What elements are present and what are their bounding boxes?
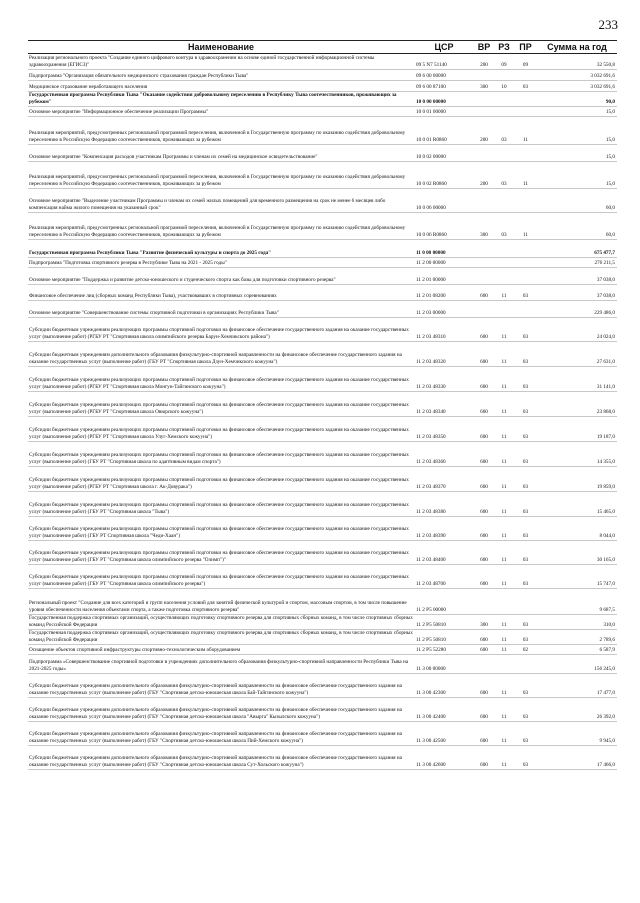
row-sum: 2 789,6 [537, 630, 617, 645]
row-rz: 11 [494, 698, 514, 722]
row-sum: 31 141,0 [537, 367, 617, 392]
row-vr: 600 [474, 645, 494, 655]
row-sum: 15,0 [537, 162, 617, 189]
header-vr: ВР [474, 41, 494, 54]
row-sum: 37 038,0 [537, 285, 617, 301]
row-vr: 600 [474, 342, 494, 367]
row-vr: 600 [474, 285, 494, 301]
row-pr: 03 [514, 342, 537, 367]
row-vr: 600 [474, 517, 494, 541]
row-vr: 600 [474, 417, 494, 442]
row-csr: 11 2 01 00000 [414, 268, 474, 285]
table-row [28, 655, 617, 674]
row-name: Подпрограмма "Подготовка спортивного резерва в Республике Тыва на 2021 - 2025 годы" [28, 258, 414, 268]
row-rz: 11 [494, 746, 514, 770]
row-vr: 200 [474, 54, 494, 70]
table-row [28, 467, 617, 492]
row-pr: 03 [514, 565, 537, 589]
row-csr: 10 0 01 00000 [414, 107, 474, 117]
row-vr [474, 240, 494, 258]
row-pr [514, 240, 537, 258]
row-name: Основное мероприятие "Информационное обеспечение реализации Программы" [28, 107, 414, 117]
row-vr: 600 [474, 674, 494, 698]
table-row [28, 589, 617, 615]
row-sum: 15 465,0 [537, 492, 617, 517]
row-vr: 600 [474, 392, 494, 417]
row-rz: 10 [494, 81, 514, 92]
row-csr: 10 0 06 R0860 [414, 213, 474, 240]
row-name: Субсидии бюджетным учреждениям реализующих программы спортивной подготовки на финансовое обеспечение государственного задания на оказание государственных услуг (выполнение работ) (РГБУ РТ "Спортивная школа Монгун-Тайгинского кожууна") [28, 367, 414, 392]
row-rz [494, 240, 514, 258]
row-vr: 300 [474, 615, 494, 630]
row-vr: 300 [474, 213, 494, 240]
row-sum: 19 187,0 [537, 417, 617, 442]
row-vr: 200 [474, 117, 494, 145]
row-vr [474, 189, 494, 213]
table-body [28, 54, 617, 770]
table-row [28, 81, 617, 92]
row-vr [474, 145, 494, 162]
row-name: Субсидии бюджетным учреждениям реализующих программы спортивной подготовки на финансовое обеспечение государственного задания на оказание государственных услуг (выполнение работ) (ГБУ РТ Спортивная школа "Чеди-Хаан") [28, 517, 414, 541]
table-row [28, 107, 617, 117]
row-sum: 23 868,0 [537, 392, 617, 417]
row-csr: 11 3 00 42500 [414, 722, 474, 746]
row-rz: 11 [494, 722, 514, 746]
row-pr: 11 [514, 117, 537, 145]
row-name: Субсидии бюджетным учреждениям дополнительного образования физкультурно-спортивной направленности на финансовое обеспечение государственного задания на оказание государственных услуг (выполнение работ) (ГБУ РТ "Спортивная школа Дзун-Хемчикского кожууна") [28, 342, 414, 367]
row-csr: 11 2 03 48390 [414, 517, 474, 541]
row-pr: 03 [514, 285, 537, 301]
row-sum: 26 392,0 [537, 698, 617, 722]
row-vr: 600 [474, 630, 494, 645]
row-csr: 09 5 N7 51140 [414, 54, 474, 70]
row-csr: 11 2 00 00000 [414, 258, 474, 268]
row-vr: 200 [474, 162, 494, 189]
table-row [28, 258, 617, 268]
row-sum: 19 859,0 [537, 467, 617, 492]
row-rz: 11 [494, 467, 514, 492]
row-vr: 600 [474, 318, 494, 342]
row-rz: 03 [494, 213, 514, 240]
row-rz [494, 301, 514, 318]
row-rz: 09 [494, 54, 514, 70]
row-name: Региональный проект "Создание для всех категорий и групп населения условий для занятий физической культурой и спортом, массовым спортом, в том числе повышение уровня обеспеченности населения объектами спорта, а также подготовка спортивного резерва" [28, 589, 414, 615]
row-pr [514, 258, 537, 268]
row-rz: 11 [494, 285, 514, 301]
row-sum: 229 486,0 [537, 301, 617, 318]
row-csr: 11 3 00 42600 [414, 746, 474, 770]
table-row [28, 70, 617, 81]
row-csr: 11 2 03 48700 [414, 565, 474, 589]
row-sum: 90,0 [537, 92, 617, 107]
row-name: Основное мероприятие "Совершенствование системы спортивной подготовки в организациях Республики Тыва" [28, 301, 414, 318]
row-pr: 03 [514, 674, 537, 698]
row-csr: 11 2 P5 00000 [414, 589, 474, 615]
row-name: Субсидии бюджетным учреждениям реализующих программы спортивной подготовки на финансовое обеспечение государственного задания на оказание государственных услуг (выполнение работ) (РГБУ РТ "Спортивная школа г. Ак-Довурака") [28, 467, 414, 492]
table-row [28, 189, 617, 213]
row-sum: 9 687,5 [537, 589, 617, 615]
row-sum: 6 587,9 [537, 645, 617, 655]
row-name: Оснащение объектов спортивной инфраструктуры спортивно-технологическим оборудованием [28, 645, 414, 655]
row-sum: 276 211,5 [537, 258, 617, 268]
row-rz: 11 [494, 645, 514, 655]
row-pr: 03 [514, 417, 537, 442]
table-row [28, 301, 617, 318]
row-sum: 60,0 [537, 213, 617, 240]
row-name: Финансовое обеспечение лиц (сборных команд Республики Тыва), участвовавших в спортивных соревнованиях [28, 285, 414, 301]
table-row [28, 285, 617, 301]
table-row [28, 674, 617, 698]
row-rz [494, 189, 514, 213]
row-rz [494, 589, 514, 615]
row-name: Основное мероприятие "Компенсация расходов участникам Программы и членам их семей на медицинское освидетельствование" [28, 145, 414, 162]
table-row [28, 268, 617, 285]
row-pr [514, 589, 537, 615]
row-csr: 10 0 06 00000 [414, 189, 474, 213]
row-pr: 11 [514, 162, 537, 189]
row-name: Субсидии бюджетным учреждениям реализующих программы спортивной подготовки на финансовое обеспечение государственного задания на оказание государственных услуг (выполнение работ) (РГБУ РТ "Спортивная школа олимпийского резерва Барун-Хемчикского района") [28, 318, 414, 342]
row-pr: 03 [514, 698, 537, 722]
row-name: Подпрограмма "Организация обязательного медицинского страхования граждан Республики Тыва" [28, 70, 414, 81]
table-row [28, 442, 617, 467]
row-name: Реализация мероприятий, предусмотренных региональной программой переселения, включенной в Государственную программу по оказанию содействия добровольному переселению в Российскую Федерацию соотечественников, проживающих за рубежом [28, 117, 414, 145]
row-vr: 600 [474, 698, 494, 722]
table-row [28, 645, 617, 655]
row-sum: 15,0 [537, 145, 617, 162]
row-pr: 03 [514, 467, 537, 492]
row-pr: 03 [514, 615, 537, 630]
row-pr: 03 [514, 392, 537, 417]
row-csr: 11 2 03 48320 [414, 342, 474, 367]
row-name: Субсидии бюджетным учреждениям реализующих программы спортивной подготовки на финансовое обеспечение государственного задания на оказание государственных услуг (выполнение работ) (ГБУ РТ "Спортивная школа "Тыва") [28, 492, 414, 517]
row-csr: 09 6 00 87100 [414, 81, 474, 92]
row-sum: 37 038,0 [537, 268, 617, 285]
row-rz [494, 92, 514, 107]
row-pr: 03 [514, 541, 537, 565]
row-vr: 600 [474, 367, 494, 392]
table-row [28, 698, 617, 722]
page-number: 233 [598, 17, 618, 32]
row-pr [514, 70, 537, 81]
row-rz: 11 [494, 517, 514, 541]
row-csr: 11 3 00 42300 [414, 674, 474, 698]
row-csr: 10 0 02 00000 [414, 145, 474, 162]
table-row [28, 92, 617, 107]
table-row [28, 54, 617, 70]
row-csr: 11 3 00 00000 [414, 655, 474, 674]
row-name: Государственная поддержка спортивных организаций, осуществляющих подготовку спортивного резерва для спортивных сборных команд, в том числе спортивных сборных команд Российской Федерации [29, 630, 413, 643]
row-rz: 11 [494, 565, 514, 589]
row-sum: 17 477,0 [537, 674, 617, 698]
row-vr: 600 [474, 541, 494, 565]
table-header [28, 41, 617, 54]
row-pr [514, 189, 537, 213]
row-pr [514, 92, 537, 107]
row-sum: 30 165,0 [537, 541, 617, 565]
row-csr: 11 2 03 48330 [414, 367, 474, 392]
row-vr: 300 [474, 81, 494, 92]
row-sum: 675 477,7 [537, 240, 617, 258]
row-pr: 03 [514, 492, 537, 517]
row-rz [494, 145, 514, 162]
row-name: Основное мероприятие "Выделение участникам Программы и членам их семей жилых помещений для временного размещения на срок не менее 6 месяцев либо компенсация найма жилого помещения на указанный срок" [28, 189, 414, 213]
row-csr: 11 2 03 48350 [414, 417, 474, 442]
table-row [28, 162, 617, 189]
row-pr: 03 [514, 442, 537, 467]
row-name: Реализация регионального проекта "Создание единого цифрового контура в здравоохранении на основе единой государственной информационной системы здравоохранения (ЕГИСЗ)" [28, 54, 414, 70]
row-pr: 03 [514, 722, 537, 746]
row-vr: 600 [474, 746, 494, 770]
row-name: Субсидии бюджетным учреждениям реализующих программы спортивной подготовки на финансовое обеспечение государственного задания на оказание государственных услуг (выполнение работ) (ГБУ РТ "Спортивная школа олимпийского резерва") [28, 565, 414, 589]
row-rz [494, 70, 514, 81]
row-csr: 11 2 03 48360 [414, 442, 474, 467]
row-pr: 03 [514, 81, 537, 92]
row-vr [474, 92, 494, 107]
row-csr: 10 0 02 R0860 [414, 162, 474, 189]
row-csr: 11 2 03 00000 [414, 301, 474, 318]
row-name: Субсидии бюджетным учреждениям дополнительного образования физкультурно-спортивной направленности на финансовое обеспечение государственного задания на оказание государственных услуг (выполнение работ) (ГБУ "Спортивная детско-юношеская школа Сут-Хольского кожууна") [28, 746, 414, 770]
row-rz [494, 107, 514, 117]
row-rz: 11 [494, 442, 514, 467]
row-vr [474, 258, 494, 268]
row-pr: 11 [514, 213, 537, 240]
row-pr [514, 655, 537, 674]
row-name: Субсидии бюджетным учреждениям дополнительного образования физкультурно-спортивной направленности на финансовое обеспечение государственного задания на оказание государственных услуг (выполнение работ) (ГБУ "Спортивная детско-юношеская школа "Авырга" Кызылского кожууна") [28, 698, 414, 722]
row-rz: 11 [494, 615, 514, 630]
row-csr: 11 2 03 48340 [414, 392, 474, 417]
row-rz: 11 [494, 417, 514, 442]
table-row [28, 746, 617, 770]
row-pr [514, 301, 537, 318]
row-sum: 27 631,0 [537, 342, 617, 367]
row-vr [474, 655, 494, 674]
row-name: Реализация мероприятий, предусмотренных региональной программой переселения, включенной в Государственную программу по оказанию содействия добровольному переселению в Российскую Федерацию соотечественников, проживающих за рубежом [28, 162, 414, 189]
header-pr: ПР [514, 41, 537, 54]
row-vr [474, 70, 494, 81]
table-row [28, 517, 617, 541]
table-row [28, 541, 617, 565]
row-csr: 11 2 03 48400 [414, 541, 474, 565]
row-sum: 15,0 [537, 117, 617, 145]
row-vr: 600 [474, 467, 494, 492]
row-csr: 11 2 03 48370 [414, 467, 474, 492]
row-vr: 600 [474, 722, 494, 746]
budget-table [28, 40, 617, 770]
row-vr [474, 268, 494, 285]
row-vr: 600 [474, 442, 494, 467]
table-row [28, 615, 617, 630]
row-csr: 10 0 00 00000 [414, 92, 474, 107]
row-csr: 11 2 P5 52280 [414, 645, 474, 655]
row-vr [474, 107, 494, 117]
header-rz: РЗ [494, 41, 514, 54]
row-sum: 8 044,0 [537, 517, 617, 541]
table-row [28, 318, 617, 342]
row-name: Государственная поддержка спортивных организаций, осуществляющих подготовку спортивного резерва для спортивных сборных команд, в том числе спортивных сборных команд Российской Федерации [29, 615, 413, 628]
table-row [28, 240, 617, 258]
row-pr: 03 [514, 630, 537, 645]
table-row [28, 117, 617, 145]
row-csr: 09 6 00 00000 [414, 70, 474, 81]
row-pr: 09 [514, 54, 537, 70]
row-rz: 11 [494, 674, 514, 698]
row-pr: 03 [514, 318, 537, 342]
row-pr: 03 [514, 367, 537, 392]
row-name: Субсидии бюджетным учреждениям реализующих программы спортивной подготовки на финансовое обеспечение государственного задания на оказание государственных услуг (выполнение работ) (ГБУ РТ "Спортивная школа по адаптивным видам спорта") [28, 442, 414, 467]
row-sum: 14 355,0 [537, 442, 617, 467]
row-sum: 15 747,0 [537, 565, 617, 589]
row-rz [494, 655, 514, 674]
row-name: Реализация мероприятий, предусмотренных региональной программой переселения, включенной в Государственную программу по оказанию содействия добровольному переселению в Российскую Федерацию соотечественников, проживающих за рубежом [28, 213, 414, 240]
row-pr: 02 [514, 645, 537, 655]
row-csr: 11 2 01 08200 [414, 285, 474, 301]
row-rz [494, 258, 514, 268]
row-name: Государственная программа Республики Тыва "Развитие физической культуры и спорта до 2025 года" [28, 240, 414, 258]
row-sum: 310,0 [537, 615, 617, 630]
row-rz: 03 [494, 117, 514, 145]
row-sum: 15,0 [537, 107, 617, 117]
row-rz [494, 268, 514, 285]
row-sum: 156 245,0 [537, 655, 617, 674]
row-rz: 11 [494, 318, 514, 342]
row-vr: 600 [474, 565, 494, 589]
row-rz: 03 [494, 162, 514, 189]
table-row [28, 213, 617, 240]
row-name: Субсидии бюджетным учреждениям дополнительного образования физкультурно-спортивной направленности на финансовое обеспечение государственного задания на оказание государственных услуг (выполнение работ) (ГБУ "Спортивная детско-юношеская школа Пий-Хемского кожууна") [28, 722, 414, 746]
row-sum: 17 466,0 [537, 746, 617, 770]
table-row [28, 722, 617, 746]
row-csr: 11 2 P5 50810 [414, 615, 474, 630]
row-rz: 11 [494, 367, 514, 392]
table-row [28, 145, 617, 162]
row-sum: 32 550,8 [537, 54, 617, 70]
row-rz: 11 [494, 342, 514, 367]
row-sum: 24 024,0 [537, 318, 617, 342]
table-row [28, 417, 617, 442]
row-pr [514, 145, 537, 162]
row-vr [474, 301, 494, 318]
header-name: Наименование [28, 41, 414, 54]
table-row [28, 392, 617, 417]
row-sum: 60,0 [537, 189, 617, 213]
table-row [28, 367, 617, 392]
table-row [28, 492, 617, 517]
row-csr: 10 0 01 R0860 [414, 117, 474, 145]
row-pr [514, 107, 537, 117]
row-name: Субсидии бюджетным учреждениям реализующих программы спортивной подготовки на финансовое обеспечение государственного задания на оказание государственных услуг (выполнение работ) (РГБУ РТ "Спортивная школа Овюрского кожууна") [28, 392, 414, 417]
header-sum: Сумма на год [537, 41, 617, 54]
row-vr [474, 589, 494, 615]
row-name: Медицинское страхование неработающего населения [28, 81, 414, 92]
row-pr: 03 [514, 517, 537, 541]
row-pr: 03 [514, 746, 537, 770]
row-name: Государственная программа Республики Тыва "Оказание содействия добровольному переселению в Республику Тыва соотечественников, проживающих за рубежом" [28, 92, 414, 107]
row-rz: 11 [494, 630, 514, 645]
row-csr: 11 2 03 48310 [414, 318, 474, 342]
row-csr: 11 0 00 00000 [414, 240, 474, 258]
header-csr: ЦСР [414, 41, 474, 54]
table-row [28, 342, 617, 367]
row-name: Субсидии бюджетным учреждениям реализующих программы спортивной подготовки на финансовое обеспечение государственного задания на оказание государственных услуг (выполнение работ) (РГБУ РТ "Спортивная школа Улуг-Хемского кожууна") [28, 417, 414, 442]
row-pr [514, 268, 537, 285]
row-name: Основное мероприятие "Поддержка и развитие детско-юношеского и студенческого спорта как базы для подготовки спортивного резерва" [28, 268, 414, 285]
row-vr: 600 [474, 492, 494, 517]
row-csr: 11 2 03 48380 [414, 492, 474, 517]
row-name: Подпрограмма «Совершенствование спортивной подготовки в учреждениях дополнительного образования физкультурно-спортивной направленности Республики Тыва на 2021-2025 годы» [28, 655, 414, 674]
row-sum: 3 032 691,6 [537, 70, 617, 81]
row-sum: 9 945,0 [537, 722, 617, 746]
row-name: Субсидии бюджетным учреждениям дополнительного образования физкультурно-спортивной направленности на финансовое обеспечение государственного задания на оказание государственных услуг (выполнение работ) (ГБУ "Спортивная детско-юношеская школа Бай-Тайгинского кожууна") [28, 674, 414, 698]
row-rz: 11 [494, 492, 514, 517]
row-name: Субсидии бюджетным учреждениям реализующих программы спортивной подготовки на финансовое обеспечение государственного задания на оказание государственных услуг (выполнение работ) (ГБУ РТ "Спортивная школа олимпийского резерва "Олимп")" [28, 541, 414, 565]
table-row [28, 565, 617, 589]
table-row [28, 630, 617, 645]
row-rz: 11 [494, 541, 514, 565]
row-csr: 11 3 00 42400 [414, 698, 474, 722]
row-sum: 3 032 691,6 [537, 81, 617, 92]
row-csr: 11 2 P5 50810 [414, 630, 474, 645]
row-rz: 11 [494, 392, 514, 417]
